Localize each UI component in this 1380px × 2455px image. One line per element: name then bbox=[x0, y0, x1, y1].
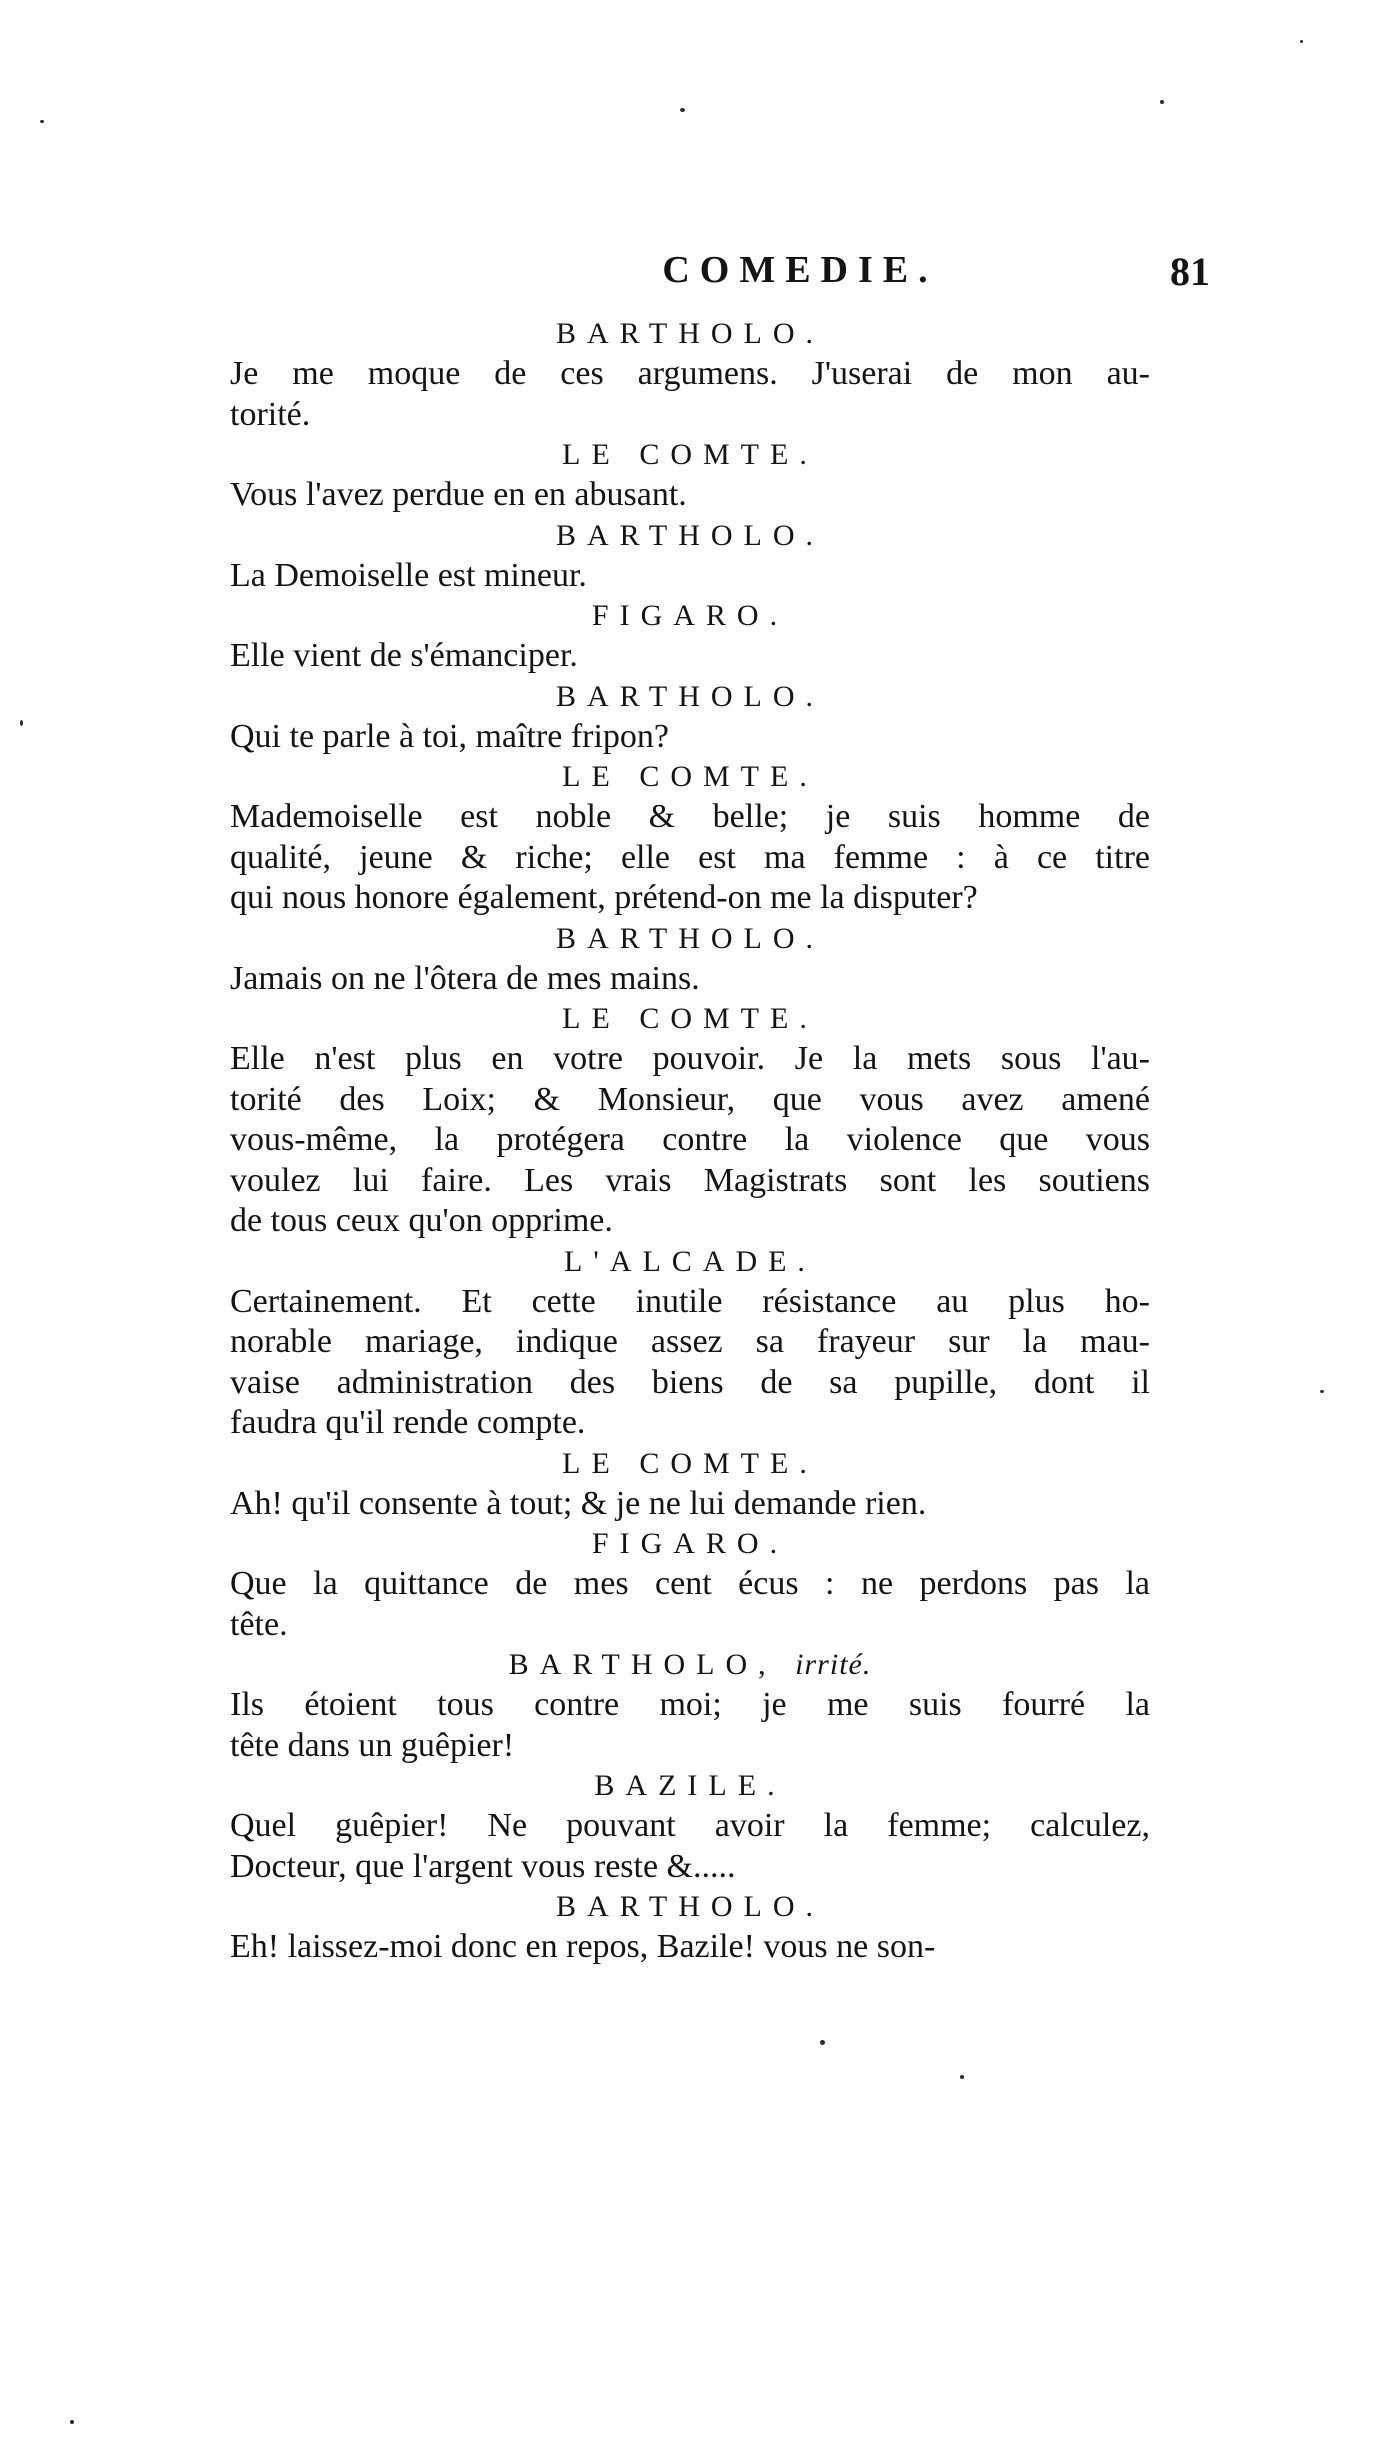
speech-line: Docteur, que l'argent vous reste &..... bbox=[230, 1847, 736, 1885]
speech-line: qui nous honore également, prétend-on me la disputer? bbox=[230, 879, 978, 916]
speech-line: Qui te parle à toi, maître fripon? bbox=[230, 717, 669, 755]
print-speck bbox=[960, 2075, 964, 2079]
speaker-name bbox=[230, 757, 1150, 797]
speech-line: Elle n'est plus en votre pouvoir. Je la mets sous l'au- bbox=[230, 1040, 1150, 1077]
speaker-label: BAZILE. bbox=[594, 1769, 786, 1802]
speech-line: Ils étoient tous contre moi; je me suis fourré la bbox=[230, 1686, 1150, 1723]
speech bbox=[230, 1806, 1150, 1887]
running-head bbox=[440, 248, 1210, 308]
print-speck bbox=[820, 2040, 825, 2045]
running-title: COMEDIE. bbox=[662, 249, 938, 291]
speaker-label: FIGARO. bbox=[591, 1527, 789, 1560]
speech bbox=[230, 959, 1150, 1000]
speaker-name bbox=[230, 919, 1150, 959]
speaker-label: BARTHOLO. bbox=[555, 679, 825, 713]
speaker-name bbox=[230, 1887, 1150, 1927]
print-speck bbox=[1320, 1390, 1324, 1393]
speech-line: Je me moque de ces argumens. J'userai de mon au- bbox=[230, 355, 1150, 392]
stage-direction: irrité. bbox=[795, 1648, 872, 1681]
speech bbox=[230, 797, 1150, 919]
print-speck bbox=[680, 108, 685, 112]
speaker-name bbox=[230, 596, 1150, 636]
speaker-name bbox=[230, 1444, 1150, 1484]
speech bbox=[230, 1927, 1150, 1968]
print-speck bbox=[20, 720, 23, 726]
speaker-name bbox=[230, 999, 1150, 1039]
speech-line: qualité, jeune & riche; elle est ma femme : à ce titre bbox=[230, 838, 1150, 876]
speaker-label: L'ALCADE. bbox=[564, 1244, 816, 1278]
speech-line: La Demoiselle est mineur. bbox=[230, 556, 587, 594]
dialogue-text bbox=[230, 314, 1150, 1968]
speech-line: torité. bbox=[230, 395, 311, 433]
speech bbox=[230, 1685, 1150, 1766]
speech bbox=[230, 636, 1150, 677]
speaker-name bbox=[230, 435, 1150, 475]
print-speck bbox=[70, 2420, 74, 2424]
speech-line: Vous l'avez perdue en en abusant. bbox=[230, 476, 687, 513]
speaker-name bbox=[230, 1645, 1150, 1685]
speaker-name bbox=[230, 314, 1150, 354]
speaker-label: BARTHOLO. bbox=[555, 518, 825, 552]
print-speck bbox=[40, 120, 44, 123]
speaker-name bbox=[230, 1242, 1150, 1282]
speech-line: Jamais on ne l'ôtera de mes mains. bbox=[230, 959, 700, 997]
speech-line: tête dans un guêpier! bbox=[230, 1726, 515, 1764]
speech bbox=[230, 1039, 1150, 1242]
speaker-name bbox=[230, 516, 1150, 556]
print-speck bbox=[1300, 40, 1303, 43]
speaker-label: LE COMTE. bbox=[562, 760, 818, 793]
speech-line: vous-même, la protégera contre la violence que vous bbox=[230, 1121, 1150, 1158]
speaker-label: LE COMTE. bbox=[562, 1002, 818, 1035]
speech-line: Eh! laissez-moi donc en repos, Bazile! vous ne son- bbox=[230, 1928, 936, 1965]
print-speck bbox=[1160, 100, 1164, 104]
speech bbox=[230, 1282, 1150, 1444]
speaker-label: BARTHOLO. bbox=[555, 1890, 825, 1923]
speech-line: voulez lui faire. Les vrais Magistrats sont les soutiens bbox=[230, 1161, 1150, 1199]
speech-line: de tous ceux qu'on opprime. bbox=[230, 1202, 613, 1239]
speech bbox=[230, 1564, 1150, 1645]
speech-line: Mademoiselle est noble & belle; je suis homme de bbox=[230, 798, 1150, 835]
speech bbox=[230, 354, 1150, 435]
page-number: 81 bbox=[1170, 249, 1210, 294]
speech-line: Que la quittance de mes cent écus : ne perdons pas la bbox=[230, 1565, 1150, 1602]
speaker-name bbox=[230, 1766, 1150, 1806]
speech-line: tête. bbox=[230, 1605, 288, 1643]
speaker-label: BARTHOLO. bbox=[555, 317, 825, 350]
speech-line: torité des Loix; & Monsieur, que vous avez amené bbox=[230, 1080, 1150, 1118]
speaker-label: BARTHOLO, bbox=[508, 1648, 777, 1681]
speech-line: faudra qu'il rende compte. bbox=[230, 1404, 586, 1441]
speech-line: vaise administration des biens de sa pupille, dont il bbox=[230, 1363, 1150, 1401]
speech-line: Certainement. Et cette inutile résistance au plus ho- bbox=[230, 1282, 1150, 1320]
speaker-label: LE COMTE. bbox=[562, 438, 818, 471]
speaker-label: BARTHOLO. bbox=[555, 921, 825, 955]
speech-line: Ah! qu'il consente à tout; & je ne lui demande rien. bbox=[230, 1484, 927, 1522]
speech bbox=[230, 475, 1150, 516]
speech-line: Quel guêpier! Ne pouvant avoir la femme; calculez, bbox=[230, 1807, 1150, 1844]
speech-line: Elle vient de s'émanciper. bbox=[230, 637, 578, 674]
speaker-label: FIGARO. bbox=[591, 599, 789, 632]
speaker-name bbox=[230, 677, 1150, 717]
speaker-label: LE COMTE. bbox=[562, 1446, 818, 1480]
speech bbox=[230, 1484, 1150, 1525]
speaker-name bbox=[230, 1524, 1150, 1564]
speech-line: norable mariage, indique assez sa frayeur sur la mau- bbox=[230, 1323, 1150, 1360]
speech bbox=[230, 556, 1150, 597]
speech bbox=[230, 717, 1150, 758]
